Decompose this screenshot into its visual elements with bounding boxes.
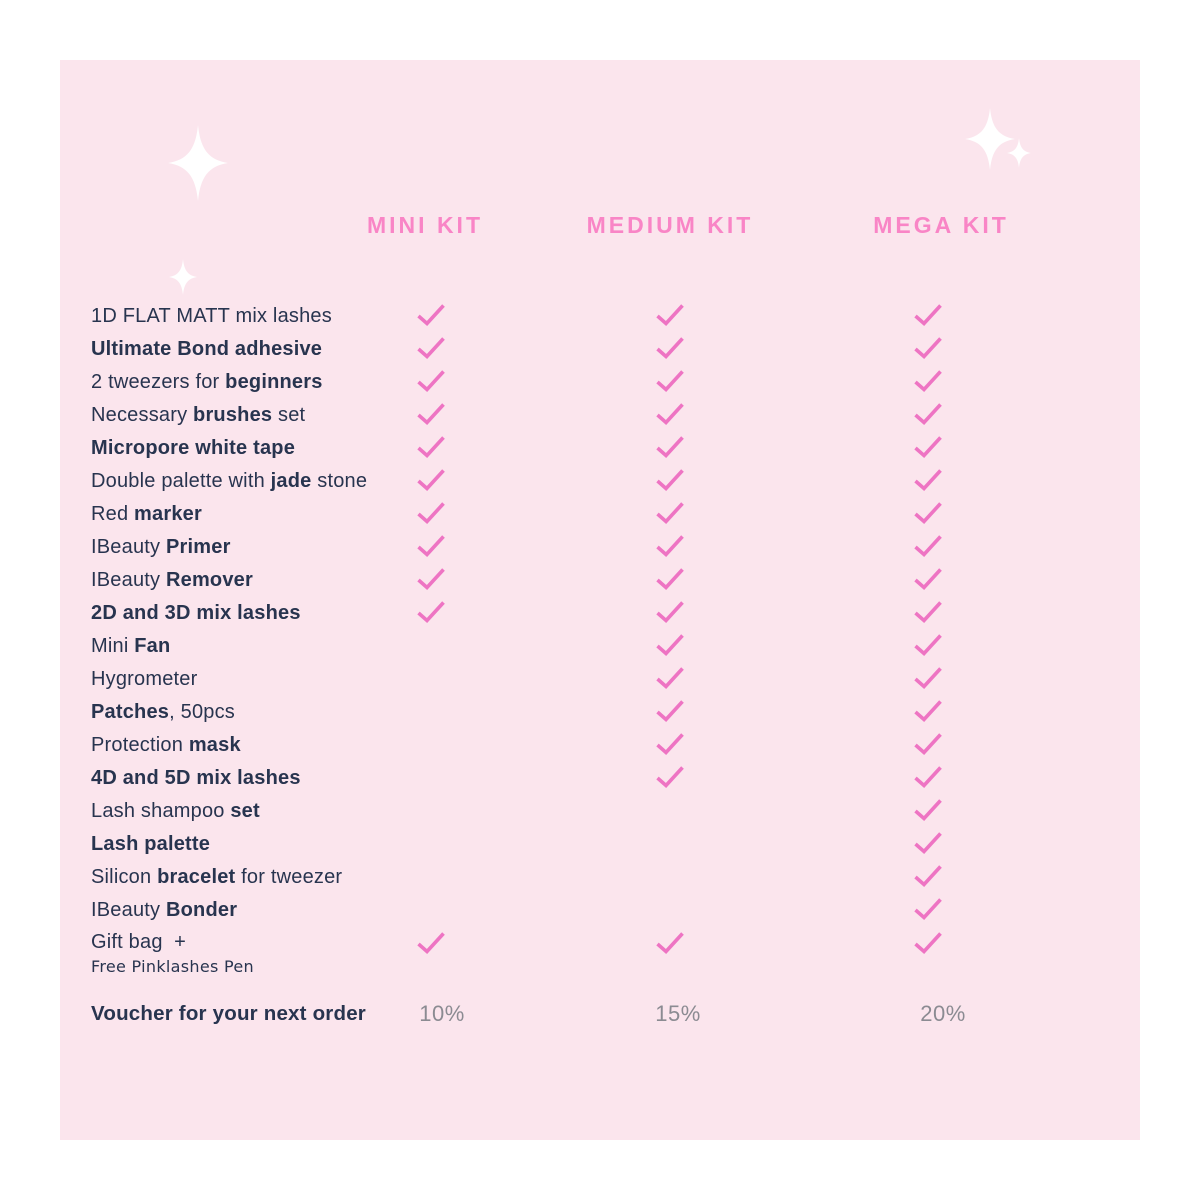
check-icon bbox=[416, 401, 447, 426]
feature-row bbox=[91, 432, 1140, 465]
check-icon bbox=[913, 434, 944, 459]
check-icon bbox=[655, 335, 686, 360]
voucher-row bbox=[91, 997, 1140, 1031]
check-icon bbox=[655, 599, 686, 624]
voucher-label: Voucher for your next order bbox=[91, 1002, 366, 1025]
feature-row bbox=[91, 762, 1140, 795]
feature-label: 2D and 3D mix lashes bbox=[91, 602, 301, 624]
check-icon bbox=[416, 335, 447, 360]
sparkle-icon bbox=[168, 125, 228, 201]
check-icon bbox=[913, 335, 944, 360]
feature-label: Red marker bbox=[91, 503, 202, 525]
feature-row-gift-bag bbox=[91, 927, 1140, 983]
feature-row bbox=[91, 300, 1140, 333]
feature-row bbox=[91, 696, 1140, 729]
feature-label: Protection mask bbox=[91, 734, 241, 756]
column-header-mega-kit: MEGA KIT bbox=[873, 212, 1009, 238]
check-icon bbox=[416, 434, 447, 459]
feature-label: Hygrometer bbox=[91, 668, 198, 690]
check-icon bbox=[913, 731, 944, 756]
feature-label: Silicon bracelet for tweezer bbox=[91, 866, 343, 888]
feature-row bbox=[91, 795, 1140, 828]
feature-row bbox=[91, 531, 1140, 564]
check-icon bbox=[913, 401, 944, 426]
check-icon bbox=[655, 731, 686, 756]
check-icon bbox=[655, 500, 686, 525]
voucher-value: 15% bbox=[655, 1001, 701, 1026]
feature-row bbox=[91, 663, 1140, 696]
feature-label: Necessary brushes set bbox=[91, 404, 306, 426]
check-icon bbox=[655, 434, 686, 459]
voucher-value: 20% bbox=[920, 1001, 966, 1026]
feature-label: Gift bag + Free Pinklashes Pen bbox=[91, 931, 254, 976]
feature-row bbox=[91, 399, 1140, 432]
check-icon bbox=[655, 632, 686, 657]
feature-row bbox=[91, 894, 1140, 927]
sparkle-icon bbox=[169, 259, 197, 295]
check-icon bbox=[655, 931, 686, 956]
check-icon bbox=[913, 566, 944, 591]
check-icon bbox=[655, 764, 686, 789]
check-icon bbox=[913, 830, 944, 855]
check-icon bbox=[416, 599, 447, 624]
feature-subline: Free Pinklashes Pen bbox=[91, 957, 254, 976]
feature-label: Ultimate Bond adhesive bbox=[91, 338, 323, 360]
check-icon bbox=[655, 467, 686, 492]
voucher-value: 10% bbox=[419, 1001, 465, 1026]
feature-row bbox=[91, 729, 1140, 762]
feature-label: Lash shampoo set bbox=[91, 800, 260, 822]
sparkle-icon bbox=[1007, 138, 1031, 168]
feature-row bbox=[91, 564, 1140, 597]
feature-label: Patches, 50pcs bbox=[91, 701, 235, 723]
check-icon bbox=[913, 797, 944, 822]
feature-label: 2 tweezers for beginners bbox=[91, 371, 323, 393]
check-icon bbox=[416, 566, 447, 591]
check-icon bbox=[416, 533, 447, 558]
check-icon bbox=[913, 764, 944, 789]
check-icon bbox=[913, 467, 944, 492]
check-icon bbox=[913, 500, 944, 525]
check-icon bbox=[913, 863, 944, 888]
feature-row bbox=[91, 366, 1140, 399]
feature-row bbox=[91, 333, 1140, 366]
check-icon bbox=[416, 500, 447, 525]
check-icon bbox=[913, 896, 944, 921]
column-header-mini-kit: MINI KIT bbox=[367, 212, 483, 238]
check-icon bbox=[913, 368, 944, 393]
check-icon bbox=[913, 931, 944, 956]
check-icon bbox=[416, 931, 447, 956]
feature-label: 1D FLAT MATT mix lashes bbox=[91, 305, 332, 327]
check-icon bbox=[913, 533, 944, 558]
feature-rows bbox=[91, 300, 1140, 1031]
feature-row bbox=[91, 861, 1140, 894]
comparison-card bbox=[60, 60, 1140, 1140]
check-icon bbox=[655, 368, 686, 393]
check-icon bbox=[655, 698, 686, 723]
feature-label: IBeauty Primer bbox=[91, 536, 231, 558]
check-icon bbox=[416, 368, 447, 393]
check-icon bbox=[913, 599, 944, 624]
check-icon bbox=[655, 302, 686, 327]
feature-label: Lash palette bbox=[91, 833, 211, 855]
check-icon bbox=[913, 632, 944, 657]
check-icon bbox=[913, 665, 944, 690]
check-icon bbox=[655, 665, 686, 690]
check-icon bbox=[913, 698, 944, 723]
feature-label: Micropore white tape bbox=[91, 437, 296, 459]
feature-label: 4D and 5D mix lashes bbox=[91, 767, 301, 789]
feature-row bbox=[91, 498, 1140, 531]
feature-row bbox=[91, 828, 1140, 861]
feature-row bbox=[91, 597, 1140, 630]
feature-row bbox=[91, 630, 1140, 663]
check-icon bbox=[913, 302, 944, 327]
check-icon bbox=[416, 467, 447, 492]
check-icon bbox=[655, 401, 686, 426]
feature-label: Mini Fan bbox=[91, 635, 171, 657]
feature-label: IBeauty Remover bbox=[91, 569, 253, 591]
column-header-medium-kit: MEDIUM KIT bbox=[586, 212, 754, 238]
feature-row bbox=[91, 465, 1140, 498]
feature-label: Double palette with jade stone bbox=[91, 470, 368, 492]
check-icon bbox=[655, 566, 686, 591]
check-icon bbox=[655, 533, 686, 558]
feature-label: IBeauty Bonder bbox=[91, 899, 238, 921]
check-icon bbox=[416, 302, 447, 327]
